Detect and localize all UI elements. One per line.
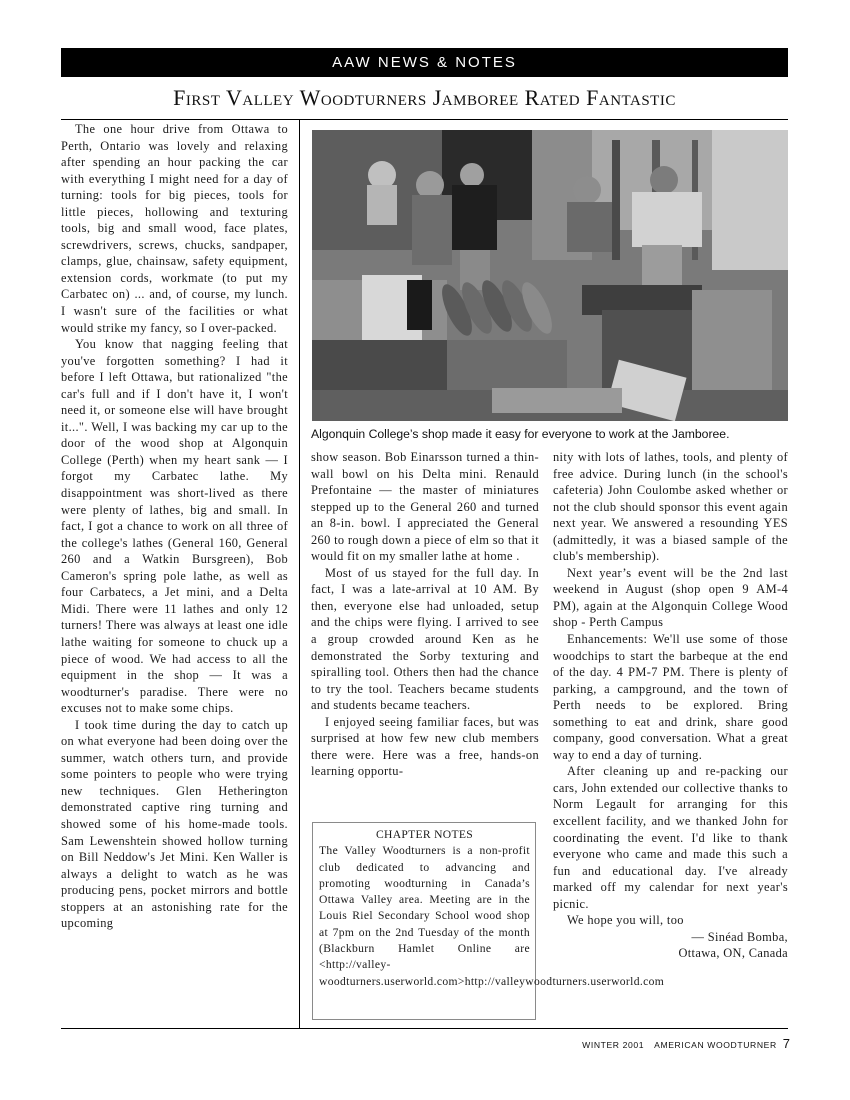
page-number: 7	[782, 1036, 790, 1051]
paragraph: Next year’s event will be the 2nd last weekend in August (shop open 9 AM-4 PM), again at the Algonquin College Wood shop - Perth Campus	[553, 565, 788, 630]
paragraph: Enhancements: We'll use some of those woodchips to start the barbeque at the end of the day. 4 PM-7 PM. There is plenty of parking, a campground, and the town of Perth needs to be explored. Bring something to eat and drink, share good company, good conversation. What a great way to end a day of turning.	[553, 632, 788, 762]
paragraph: You know that nagging feeling that you've forgotten something? I had it before I left Ottawa, but rationalized "the car's full and if I don't have it, I won't need it, or someone else will have brought it...". Well, I was backing my car up to the door of the wood shop at Algonquin College (Perth) when my heart sank — I forgot my Carbatec lathe. My disappointment was short-lived as there were plenty of lathes, big and small. In fact, I got a chance to work on all three of the college's lathes (General 160, General 260 and a Watkin Bursgreen), Bob Cameron's spring pole lathe, as well as four Carbatecs, a Jet mini, and a Delta Midi. There were 11 lathes and only 12 turners! There was always at least one idle lathe waiting for someone to chuck up a piece of wood. We had access to all the equipment in the shop — It was a woodturner's paradise. There were no excuses not to make some chips.	[61, 337, 288, 716]
footer-magazine: AMERICAN WOODTURNER	[654, 1040, 777, 1050]
chapter-notes-body: The Valley Woodturners is a non-profit club dedicated to advancing and promoting woodturning in Canada’s Ottawa Valley area. Meeting are in the Louis Riel Secondary School wood shop at 7pm on the 2nd Tuesday of the month (Blackburn Hamlet Online are <http://valley-woodturners.userworld.com>http://valleywoodturners.userworld.com	[319, 844, 665, 988]
paragraph: After cleaning up and re-packing our cars, John extended our collective thanks to Norm Legault for arranging for this excellent facility, and we thanked John for coordinating the event. I'd like to thank everyone who came and made this such a fun and educational day. I've already marked off my calendar for next year's picnic.	[553, 764, 788, 911]
paragraph: nity with lots of lathes, tools, and plenty of free advice. During lunch (in the school's cafeteria) John Coulombe asked whether or not the club should sponsor this event again next year. We answered a resounding YES (admittedly, it was a biased sample of the club's membership).	[553, 450, 788, 564]
footer-rule	[61, 1028, 788, 1029]
section-banner: AAW NEWS & NOTES	[61, 48, 788, 77]
chapter-notes-heading: CHAPTER NOTES	[376, 828, 473, 841]
article-title: First Valley Woodturners Jamboree Rated Fantastic	[173, 85, 676, 110]
author-location: Ottawa, ON, Canada	[678, 946, 788, 961]
paragraph: show season. Bob Einarsson turned a thin-wall bowl on his Delta mini. Renauld Prefontaine — the master of miniatures stepped up to the General 260 and turned an 8-in. bowl. I appreciated the General 260 to rough down a piece of elm so that it would fit on my smaller lathe at home .	[311, 450, 539, 564]
footer-issue: WINTER 2001	[582, 1040, 645, 1050]
column-divider	[299, 119, 300, 1029]
paragraph: The one hour drive from Ottawa to Perth, Ontario was lovely and relaxing after spending an hour packing the car with everything I might need for a day of turning: tools for big pieces, tools for little pieces, hollowing and texturing tools, big and small wood, face plates, screwdrivers, screws, chucks, sandpaper, clamps, glue, chainsaw, safety equipment, extension cords, workmate (to put my Carbatec on) ... and, of course, my lunch. I wasn't sure of the facilities or what would strike my fancy, so I over-packed.	[61, 122, 288, 335]
woodshop-photo	[312, 130, 788, 421]
photo-woodshop-icon	[312, 130, 788, 421]
article-column-1	[61, 121, 288, 932]
page-footer	[560, 1036, 790, 1051]
article-column-2	[311, 449, 539, 780]
paragraph: I took time during the day to catch up on what everyone had been doing over the summer, watch others turn, and provide some pointers to people who were trying new techniques. Glen Hetherington demonstrated captive ring turning and showed some of his home-made tools. Sam Lewenshtein showed hollow turning on Bill Neddow's Jet Mini. Ken Waller is always a delight to watch as he was producing pens, pocket mirrors and bottle stoppers at an astonishing rate for the upcoming	[61, 717, 288, 931]
title-rule	[61, 119, 788, 120]
author-signature: — Sinéad Bomba,	[691, 929, 788, 944]
article-column-3	[553, 449, 788, 962]
photo-caption: Algonquin College’s shop made it easy for everyone to work at the Jamboree.	[311, 427, 730, 441]
paragraph: We hope you will, too	[567, 913, 684, 928]
paragraph: I enjoyed seeing familiar faces, but was surprised at how few new club members there were. Here was a free, hands-on learning opportu-	[311, 714, 539, 779]
paragraph: Most of us stayed for the full day. In fact, I was a late-arrival at 10 AM. By then, everyone else had unloaded, setup and the chips were flying. I arrived to see a group crowded around Ken as he demonstrated the Sorby texturing and spiralling tool. Others then had the chance to try the tool. Teachers became students and students became teachers.	[311, 565, 539, 713]
